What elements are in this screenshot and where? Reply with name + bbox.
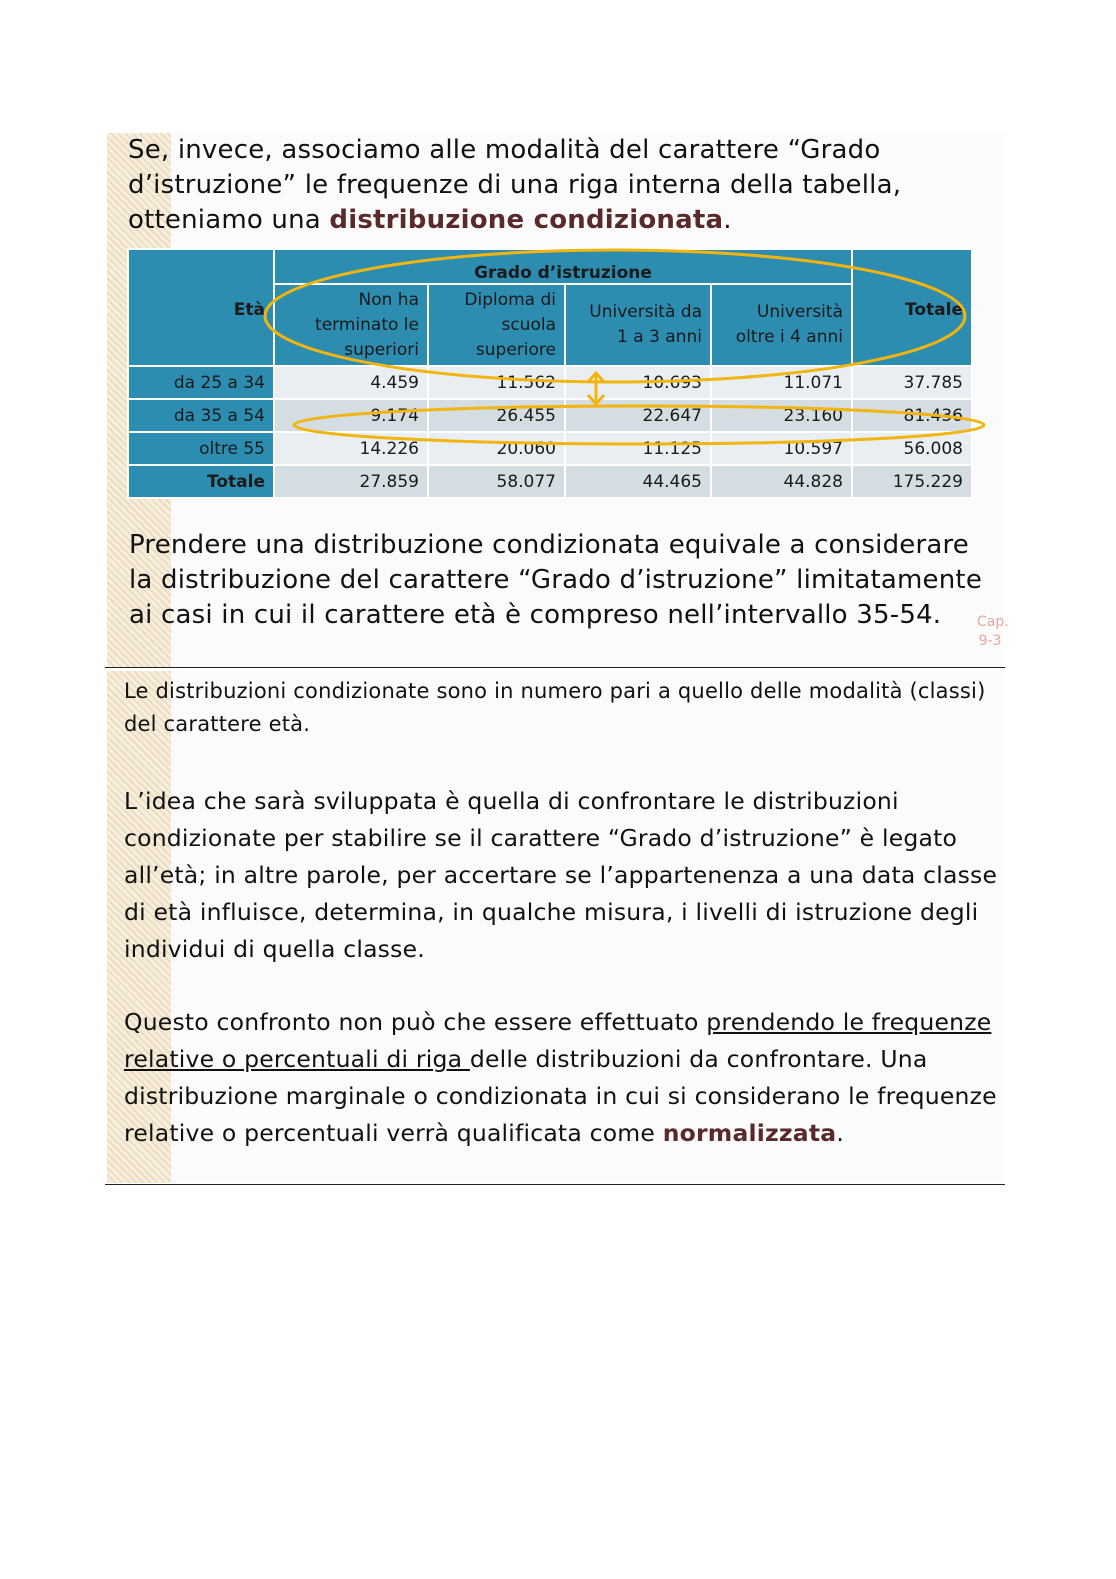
table-cell: 44.828: [711, 465, 852, 498]
comparison-underlined: prendendo le frequenze relative o percentuali di riga: [124, 1008, 992, 1073]
table-cell: 22.647: [565, 399, 711, 432]
col-header: Università da 1 a 3 anni: [565, 284, 711, 366]
slide-upper: [107, 133, 1009, 668]
table-row: [128, 399, 972, 432]
table-cell: 9.174: [274, 399, 428, 432]
eta-header: Età: [128, 249, 274, 366]
table-row: [128, 366, 972, 399]
row-label: da 35 a 54: [128, 399, 274, 432]
divider-line: [105, 667, 1005, 668]
row-label: oltre 55: [128, 432, 274, 465]
comparison-start: Questo confronto non può che essere effettuato: [124, 1008, 707, 1036]
table-cell: 10.597: [711, 432, 852, 465]
comparison-paragraph: [124, 1004, 999, 1152]
conditional-explanation: Prendere una distribuzione condizionata equivale a considerare la distribuzione del carattere “Grado d’istruzione” limitatamente ai casi in cui il carattere età è compreso nell’intervallo 35-54.: [129, 530, 983, 630]
table-cell: 37.785: [852, 366, 972, 399]
table-cell: 26.455: [428, 399, 565, 432]
col-header: Diploma di scuola superiore: [428, 284, 565, 366]
intro-end: .: [723, 205, 732, 235]
row-label: da 25 a 34: [128, 366, 274, 399]
comparison-middle: delle distribuzioni da confrontare. Una distribuzione marginale o condizionata in cui si considerano le frequenze relative o percentuali verrà qualificata come: [124, 1045, 997, 1147]
idea-paragraph: L’idea che sarà sviluppata è quella di confrontare le distribuzioni condizionate per stabilire se il carattere “Grado d’istruzione” è legato all’età; in altre parole, per accertare se l’appartenenza a una data classe di età influisce, determina, in qualche misura, i livelli di istruzione degli individui di quella classe.: [124, 787, 998, 963]
page-number: Cap. 9-3: [977, 614, 1009, 649]
comparison-highlight: normalizzata: [662, 1119, 837, 1147]
table-cell: 14.226: [274, 432, 428, 465]
table-cell: 56.008: [852, 432, 972, 465]
table-cell: 11.562: [428, 366, 565, 399]
slide-lower: [107, 671, 1003, 1183]
table-cell: 58.077: [428, 465, 565, 498]
table-row-total: [128, 465, 972, 498]
table-cell: 175.229: [852, 465, 972, 498]
contingency-table: [127, 248, 973, 499]
comparison-end: .: [836, 1119, 845, 1147]
table-cell: 11.125: [565, 432, 711, 465]
row-label: Totale: [128, 465, 274, 498]
table-row: [128, 432, 972, 465]
table-cell: 4.459: [274, 366, 428, 399]
total-header: Totale: [852, 249, 972, 366]
col-header: Non ha terminato le superiori: [274, 284, 428, 366]
count-paragraph: Le distribuzioni condizionate sono in numero pari a quello delle modalità (classi) del carattere età.: [124, 679, 986, 736]
intro-text: Se, invece, associamo alle modalità del carattere “Grado d’istruzione” le frequenze di una riga interna della tabella, otteniamo una: [128, 135, 902, 235]
group-header: Grado d’istruzione: [274, 249, 852, 284]
table-cell: 10.693: [565, 366, 711, 399]
table-cell: 23.160: [711, 399, 852, 432]
divider-line: [105, 1184, 1005, 1185]
intro-highlight: distribuzione condizionata: [329, 205, 724, 235]
table-cell: 27.859: [274, 465, 428, 498]
table-cell: 11.071: [711, 366, 852, 399]
col-header: Università oltre i 4 anni: [711, 284, 852, 366]
table-cell: 81.436: [852, 399, 972, 432]
table-cell: 44.465: [565, 465, 711, 498]
table-cell: 20.060: [428, 432, 565, 465]
intro-paragraph: [128, 133, 998, 238]
